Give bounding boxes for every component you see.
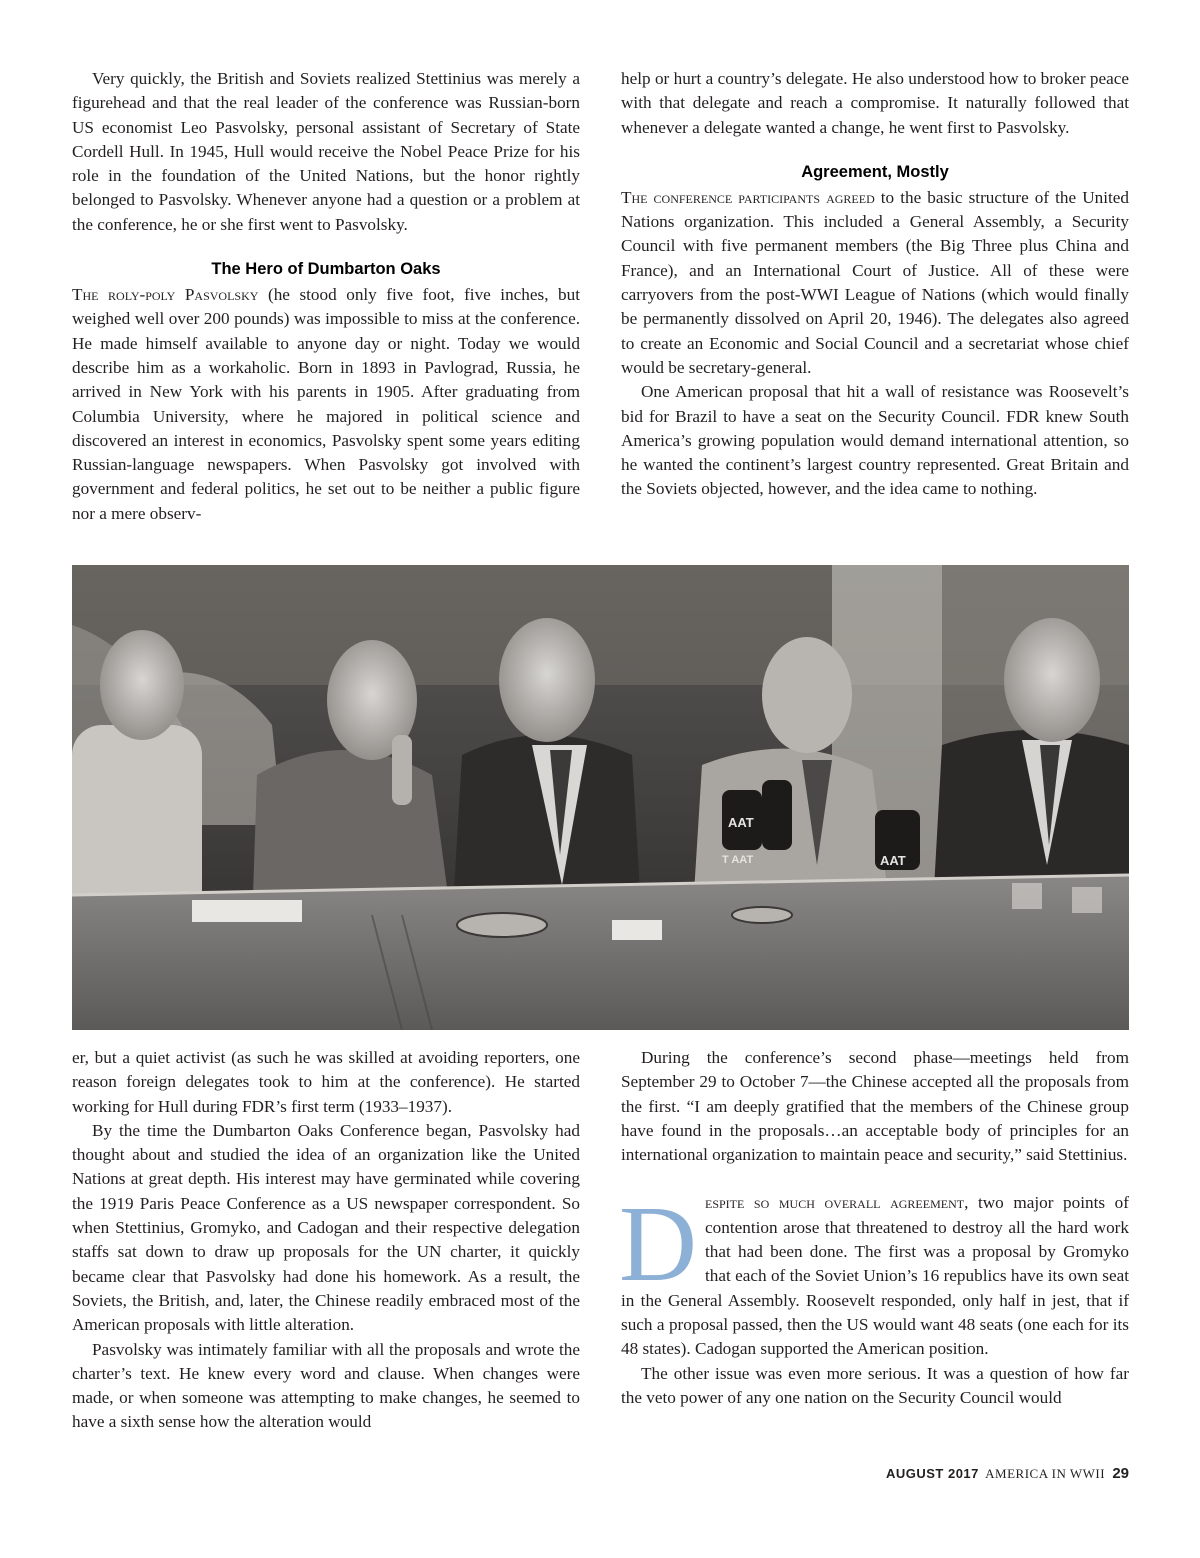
lead-in-text: The roly-poly Pasvolsky [72,285,259,305]
page-footer [886,1465,1129,1482]
magazine-title: AMERICA IN WWII [985,1466,1106,1481]
paragraph: The other issue was even more serious. It was a question of how far the veto power of any one nation on the Security Council would [621,1363,1129,1407]
paragraph: Pasvolsky was intimately familiar with all the proposals and wrote the charter’s text. He knew every word and clause. When changes were made, or when someone was attempting to make changes, he seemed to have a sixth sense how the alteration would [72,1339,580,1432]
historical-photo [72,565,1129,1030]
paragraph-text: to the basic structure of the United Nations organization. This included a General Assembly, a Security Council with five permanent members (the Big Three plus China and France), and an International Court of Justice. All of these were carryovers from the post-WWI League of Nations (which would finally be permanently dissolved on April 20, 1946). The delegates also agreed to create an Economic and Social Council and a secretariat whose chief would be secretary-general. [621,187,1129,377]
paragraph [72,283,580,526]
column-right-top [621,67,1129,502]
paragraph: er, but a quiet activist (as such he was skilled at avoiding reporters, one reason foreign delegates took to him at the conference). He started working for Hull during FDR’s first term (1933–1937). [72,1048,580,1116]
issue-date: AUGUST 2017 [885,1466,979,1481]
paragraph-text: (he stood only five foot, five inches, but weighed well over 200 pounds) was impossible to miss at the conference. He made himself available to anyone day or night. Today we would describe him as a workaholic. Born in 1893 in Pavlograd, Russia, he arrived in New York with his parents in 1905. After graduating from Columbia University, where he majored in political science and discovered an interest in economics, Pasvolsky spent some years editing Russian-language newspapers. When Pasvolsky got involved with government and federal politics, he set out to be neither a public figure nor a mere observ- [72,285,581,523]
mic-label: AAT [728,815,754,830]
paragraph [621,186,1129,380]
mic-label: T AAT [722,854,754,866]
paragraph: One American proposal that hit a wall of resistance was Roosevelt’s bid for Brazil to have a seat on the Security Council. FDR knew South America’s growing population would demand international attention, so he wanted the continent’s largest country represented. Great Britain and the Soviets objected, however, and the idea came to nothing. [621,382,1129,499]
paragraph-text: two major points of contention arose that threatened to destroy all the hard work that had been done. The first was a proposal by Gromyko that each of the Soviet Union’s 16 republics have its own seat in the General Assembly. Roosevelt responded, only half in jest, that if such a proposal passed, then the US would want 48 seats (one each for its 48 states). Cadogan supported the American position. [621,1193,1129,1359]
page-number: 29 [1112,1465,1129,1482]
conference-photo-illustration [72,565,1129,1030]
paragraph: By the time the Dumbarton Oaks Conference began, Pasvolsky had thought about and studied the idea of an organization like the United Nations at great depth. His interest may have germinated while covering the 1919 Paris Peace Conference as a US newspaper correspondent. So when Stettinius, Gromyko, and Cadogan and their respective delegation staffs sat down to draw up proposals for the UN charter, it quickly became clear that Pasvolsky had done his homework. As a result, the Soviets, the British, and, later, the Chinese readily embraced most of the American proposals with little alteration. [72,1120,580,1335]
paragraph: help or hurt a country’s delegate. He also understood how to broker peace with that delegate and reach a compromise. It naturally followed that whenever a delegate wanted a change, he went first to Pasvolsky. [621,69,1129,137]
column-left-bottom [72,1046,580,1435]
drop-cap: D [619,1185,697,1305]
mic-label: AAT [880,853,906,868]
lead-in-text: espite so much overall agreement, [705,1193,969,1213]
section-heading: The Hero of Dumbarton Oaks [211,260,441,279]
paragraph [619,1185,1129,1361]
column-left-top [72,67,580,526]
lead-in-text: The conference participants agreed [621,187,875,207]
paragraph: Very quickly, the British and Soviets realized Stettinius was merely a figurehead and that the real leader of the conference was Russian-born US economist Leo Pasvolsky, personal assistant of Secretary of State Cordell Hull. In 1945, Hull would receive the Nobel Peace Prize for his role in the foundation of the United Nations, but the honor rightly belonged to Pasvolsky. Whenever anyone had a question or a problem at the conference, he or she first went to Pasvolsky. [72,69,580,234]
section-heading: Agreement, Mostly [801,162,949,181]
column-right-bottom [621,1046,1129,1410]
paragraph: During the conference’s second phase—meetings held from September 29 to October 7—the Chinese accepted all the proposals from the first. “I am deeply gratified that the members of the Chinese group have found in the proposals…an acceptable body of principles for an international organization to maintain peace and security,” said Stettinius. [621,1048,1129,1165]
